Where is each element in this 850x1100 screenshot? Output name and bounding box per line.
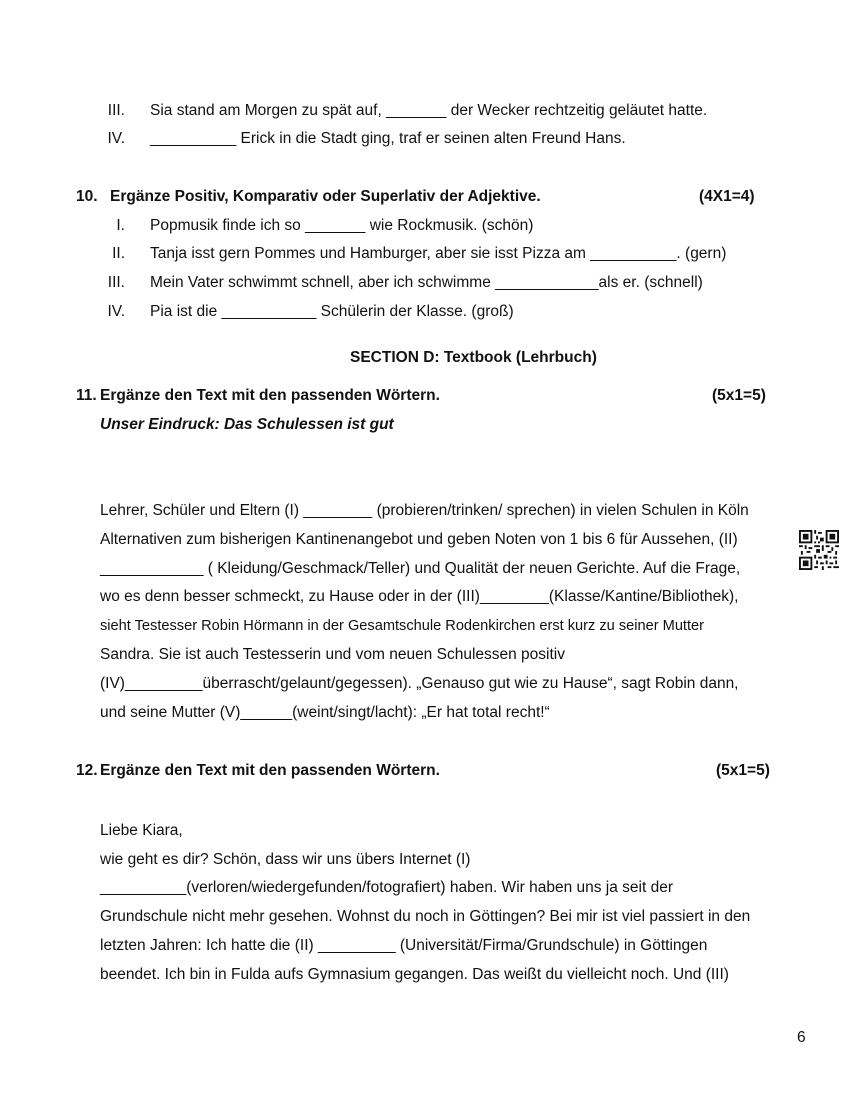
question-marks: (4X1=4): [699, 188, 755, 205]
question-marks: (5x1=5): [716, 762, 770, 779]
question-marks: (5x1=5): [712, 387, 766, 404]
letter-line: letzten Jahren: Ich hatte die (II) _________ (Universität/Firma/Grundschule) in Göttingen: [100, 937, 708, 954]
passage-line: wo es denn besser schmeckt, zu Hause oder in der (III)________(Klasse/Kantine/Bibliothek),: [100, 588, 739, 605]
exercise-item-text: __________ Erick in die Stadt ging, traf er seinen alten Freund Hans.: [150, 130, 626, 147]
exercise-item-text: Tanja isst gern Pommes und Hamburger, aber sie isst Pizza am __________. (gern): [150, 245, 727, 262]
item-number: IV.: [107, 303, 125, 320]
letter-line: wie geht es dir? Schön, dass wir uns übers Internet (I): [100, 851, 471, 868]
exercise-item-text: Mein Vater schwimmt schnell, aber ich schwimme ____________als er. (schnell): [150, 274, 703, 291]
passage-line: sieht Testesser Robin Hörmann in der Gesamtschule Rodenkirchen erst kurz zu seiner Mutter: [100, 618, 705, 634]
qr-code-icon: [799, 530, 839, 570]
letter-line: __________(verloren/wiedergefunden/fotografiert) haben. Wir haben uns ja seit der: [100, 879, 674, 896]
passage-line: (IV)_________überrascht/gelaunt/gegessen). „Genauso gut wie zu Hause“, sagt Robin dann,: [100, 675, 739, 692]
passage-line: Alternativen zum bisherigen Kantinenangebot und geben Noten von 1 bis 6 für Aussehen, (II): [100, 531, 738, 548]
passage-line: Sandra. Sie ist auch Testesserin und vom neuen Schulessen positiv: [100, 646, 565, 663]
item-number: IV.: [107, 130, 125, 147]
item-number: I.: [116, 217, 125, 234]
exercise-item-text: Sia stand am Morgen zu spät auf, _______ der Wecker rechtzeitig geläutet hatte.: [150, 102, 708, 119]
letter-line: Grundschule nicht mehr gesehen. Wohnst du noch in Göttingen? Bei mir ist viel passiert in den: [100, 908, 751, 925]
exercise-item-text: Pia ist die ___________ Schülerin der Klasse. (groß): [150, 303, 514, 320]
passage-line: Lehrer, Schüler und Eltern (I) ________ (probieren/trinken/ sprechen) in vielen Schulen in Köln: [100, 502, 749, 519]
question-title: Ergänze Positiv, Komparativ oder Superlativ der Adjektive.: [110, 188, 541, 205]
exercise-item-text: Popmusik finde ich so _______ wie Rockmusik. (schön): [150, 217, 534, 234]
letter-line: Liebe Kiara,: [100, 822, 183, 839]
question-title: Ergänze den Text mit den passenden Wörtern.: [100, 387, 440, 404]
section-heading: SECTION D: Textbook (Lehrbuch): [350, 349, 597, 366]
passage-line: ____________ ( Kleidung/Geschmack/Teller) und Qualität der neuen Gerichte. Auf die Frage,: [100, 560, 741, 577]
item-number: II.: [112, 245, 125, 262]
letter-line: beendet. Ich bin in Fulda aufs Gymnasium gegangen. Das weißt du vielleicht noch. Und (III): [100, 966, 729, 983]
item-number: III.: [107, 274, 125, 291]
question-number: 10.: [76, 188, 98, 205]
question-number: 12.: [76, 762, 98, 779]
text-subtitle: Unser Eindruck: Das Schulessen ist gut: [100, 416, 394, 433]
page-number: 6: [797, 1029, 806, 1046]
item-number: III.: [107, 102, 125, 119]
question-title: Ergänze den Text mit den passenden Wörtern.: [100, 762, 440, 779]
question-number: 11.: [76, 387, 97, 404]
passage-line: und seine Mutter (V)______(weint/singt/lacht): „Er hat total recht!“: [100, 704, 550, 721]
